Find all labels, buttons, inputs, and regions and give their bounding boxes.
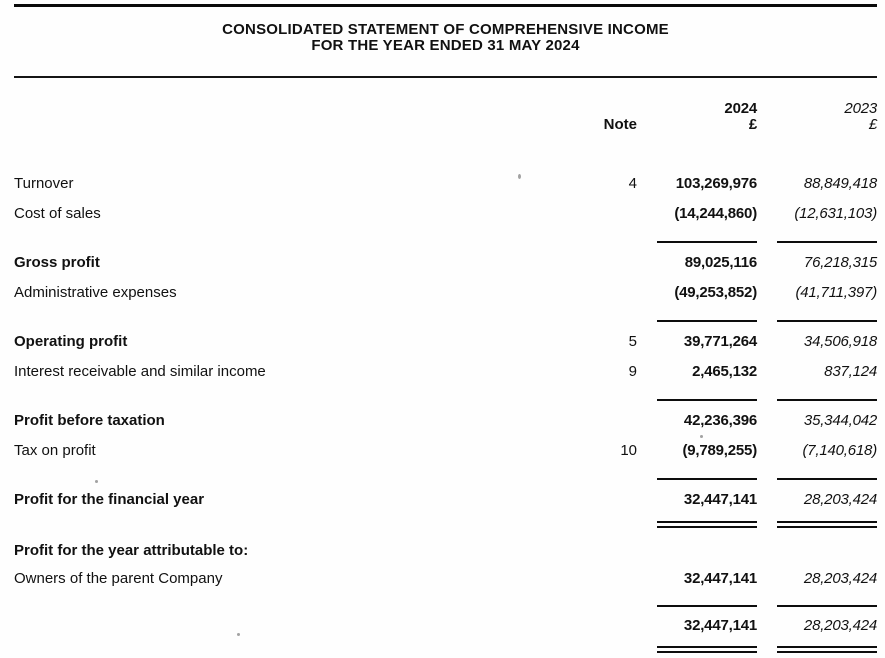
row-owners-parent-company	[14, 564, 877, 592]
row-gross-profit	[14, 247, 877, 277]
underline-prior	[777, 478, 877, 480]
row-profit-for-financial-year	[14, 484, 877, 514]
amount-prior: 88,849,418	[803, 174, 877, 192]
row-label: Profit before taxation	[14, 411, 165, 429]
row-label: Gross profit	[14, 253, 100, 271]
subtotal-rule-operating-profit	[14, 320, 877, 322]
amount-current: (14,244,860)	[674, 204, 757, 222]
amount-prior: 837,124	[824, 362, 877, 380]
page-title	[14, 22, 877, 54]
amount-prior: 34,506,918	[803, 332, 877, 350]
underline-current	[657, 399, 757, 401]
underline-prior	[777, 399, 877, 401]
amount-prior: 28,203,424	[803, 569, 877, 587]
note-value: 9	[628, 362, 637, 380]
note-value: 10	[620, 441, 637, 459]
note-column-header: Note	[603, 116, 637, 133]
page-title-line1: CONSOLIDATED STATEMENT OF COMPREHENSIVE INCOME	[222, 21, 669, 38]
row-label: Operating profit	[14, 332, 128, 350]
amount-current: 32,447,141	[683, 490, 757, 508]
row-profit-before-taxation	[14, 405, 877, 435]
amount-current: 32,447,141	[683, 569, 757, 587]
amount-prior: (41,711,397)	[795, 283, 877, 301]
underline-prior	[777, 320, 877, 322]
underline-current	[657, 241, 757, 243]
row-turnover	[14, 168, 877, 198]
row-label: Interest receivable and similar income	[14, 362, 266, 380]
currency-header-prior: £	[868, 116, 877, 133]
amount-prior: 28,203,424	[803, 616, 877, 634]
scan-speck	[700, 435, 703, 438]
double-underline-current	[657, 646, 757, 653]
total-double-rule-attributable	[14, 646, 877, 653]
underline-current	[657, 478, 757, 480]
row-label: Profit for the financial year	[14, 490, 205, 508]
note-value: 5	[628, 332, 637, 350]
scan-speck	[95, 480, 98, 483]
double-underline-prior	[777, 646, 877, 653]
subtotal-rule-gross-profit	[14, 241, 877, 243]
row-label: Turnover	[14, 174, 74, 192]
row-label: Owners of the parent Company	[14, 569, 223, 587]
page-title-line2: FOR THE YEAR ENDED 31 MAY 2024	[311, 37, 580, 54]
amount-prior: 76,218,315	[803, 253, 877, 271]
amount-prior: (12,631,103)	[794, 204, 877, 222]
amount-current: 103,269,976	[675, 174, 757, 192]
amount-current: (49,253,852)	[674, 283, 757, 301]
row-administrative-expenses	[14, 277, 877, 307]
currency-header-current: £	[748, 116, 757, 133]
underline-current	[657, 320, 757, 322]
amount-current: (9,789,255)	[682, 441, 757, 459]
row-label: Cost of sales	[14, 204, 101, 222]
amount-prior: 35,344,042	[803, 411, 877, 429]
underline-current	[657, 605, 757, 607]
scan-speck	[237, 633, 240, 636]
year-header-prior: 2023	[844, 100, 877, 117]
underline-prior	[777, 605, 877, 607]
amount-current: 42,236,396	[683, 411, 757, 429]
row-operating-profit	[14, 326, 877, 356]
row-label: Administrative expenses	[14, 283, 177, 301]
column-headers-years	[14, 100, 877, 116]
scan-speck	[518, 174, 521, 179]
amount-current: 2,465,132	[692, 362, 757, 380]
double-underline-current	[657, 521, 757, 528]
total-double-rule-profit	[14, 521, 877, 528]
row-cost-of-sales	[14, 198, 877, 228]
amount-current: 32,447,141	[683, 616, 757, 634]
subtotal-rule-attributable-total	[14, 605, 877, 607]
row-label: Tax on profit	[14, 441, 96, 459]
underline-prior	[777, 241, 877, 243]
year-header-current: 2024	[724, 100, 757, 117]
amount-prior: 28,203,424	[803, 490, 877, 508]
subtotal-rule-profit-for-year	[14, 478, 877, 480]
top-border-rule	[14, 4, 877, 7]
row-attributable-heading	[14, 536, 877, 564]
row-total-attributable	[14, 611, 877, 639]
amount-current: 39,771,264	[683, 332, 757, 350]
column-headers-units	[14, 116, 877, 132]
row-tax-on-profit	[14, 435, 877, 465]
double-underline-prior	[777, 521, 877, 528]
note-value: 4	[628, 174, 637, 192]
amount-prior: (7,140,618)	[802, 441, 877, 459]
subtotal-rule-profit-before-tax	[14, 399, 877, 401]
title-divider-rule	[14, 76, 877, 78]
amount-current: 89,025,116	[684, 253, 757, 271]
row-label: Profit for the year attributable to:	[14, 541, 249, 559]
row-interest-receivable	[14, 356, 877, 386]
